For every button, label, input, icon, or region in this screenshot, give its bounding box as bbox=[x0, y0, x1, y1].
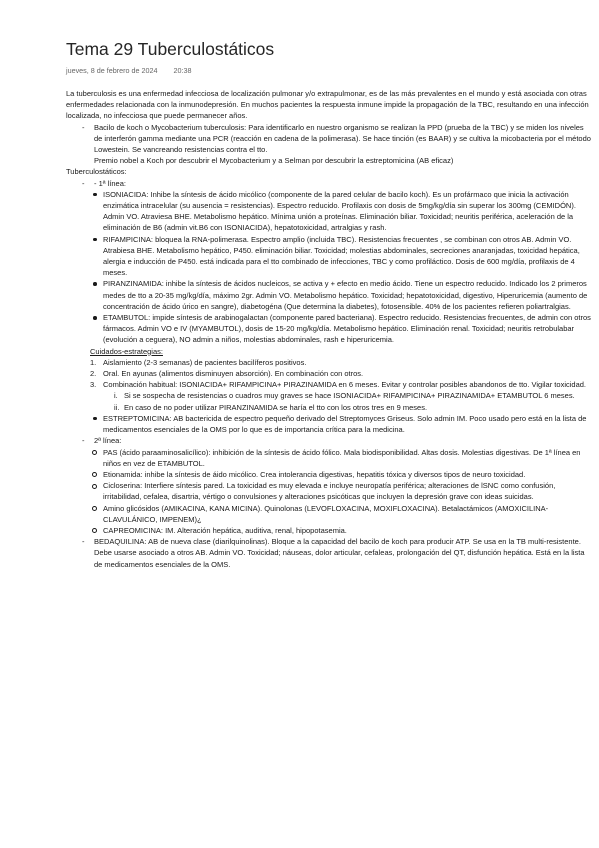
drug-rifampicina: RIFAMPICINA: bloquea la RNA-polimerasa. Espectro amplio (incluida TBC). Resistencias frecuentes , se combinan con otros AB. Admin VO. Atrabiesa BHE. Metabolismo hepático, P450. eliminación biliar. Toxicidad; molestias abdominales, secreciones anaranjadas, toxicidad hepática, alergia e inducción de P450. está indicada para el tto combinado de infecciones, TBC y como profiláctico. Dosis de 600 mg/día, profilaxis de 4 meses. bbox=[66, 234, 592, 279]
segunda-linea-list bbox=[66, 447, 592, 537]
roman-number: ii. bbox=[114, 402, 120, 412]
drug-etambutol: ETAMBUTOL: impide síntesis de arabinogalactan (componente pared bacteriana). Espectro reducido. Resistencias frecuentes, de admin con otros fármacos. Admin VO e IV (MYAMBUTOL), dosis de 15-20 mg/kg/día. Metabolismo hepático. Eliminación renal. Toxicidad; neuritis retrobulabar (evolución a ceguera), NO admin a niños, molestias abdominales, rash e hiperuricemia. bbox=[66, 312, 592, 346]
drug-isoniacida: ISONIACIDA: Inhibe la síntesis de ácido micólico (componente de la pared celular de bacilo koch). Es un profármaco que inicia la activación enzimática intracelular (su ausencia = resistencias). Espectro reducido. Profilaxis con dosis de 5mg/kg/día sin superar los 300mg (CEMIDÓN). Admin VO. Atraviesa BHE. Metabolismo hepático. Mínima unión a proteínas. Eliminación biliar. Toxicidad; neuritis periférica, aceleración de la eliminación de B6 (admin vit.B6 con ISONIACIDA), hepatotoxicidad, artralgias y rash. bbox=[66, 189, 592, 234]
page-title: Tema 29 Tuberculostáticos bbox=[66, 39, 275, 59]
cuidado-item bbox=[66, 379, 592, 390]
drug-etionamida: Etionamida: inhibe la síntesis de áido micólico. Crea intolerancia digestivas, hepatitis tóxica y diversos tipos de neuro toxicidad. bbox=[66, 469, 592, 480]
tuberculostaticos-heading: Tuberculostáticos: bbox=[66, 167, 127, 177]
cuidado-text: Combinación habitual: ISONIACIDA+ RIFAMPICINA+ PIRAZINAMIDA en 6 meses. Evitar y controlar posibles abandonos de tto. Vigilar toxicidad. bbox=[103, 380, 586, 390]
note-page bbox=[66, 38, 592, 570]
roman-text: Si se sospecha de resistencias o cuadros muy graves se hace ISONIACIDA+ RIFAMPICINA+ PIRAZINAMIDA+ ETAMBUTOL 6 meses. bbox=[124, 391, 575, 401]
primera-linea-list bbox=[66, 189, 592, 346]
bacilo-list bbox=[66, 122, 592, 167]
primera-linea-section bbox=[66, 178, 592, 189]
drug-capreomicina: CAPREOMICINA: IM. Alteración hepática, auditiva, renal, hipopotasemia. bbox=[66, 525, 592, 536]
estreptomicina-list bbox=[66, 413, 592, 435]
roman-item bbox=[66, 402, 592, 413]
drug-aminoglicosidos: Amino glicósidos (AMIKACINA, KANA MICINA). Quinolonas (LEVOFLOXACINA, MOXIFLOXACINA). Betalactámicos (AMOXICILINA-CLAVULÁNICO, IMPENEM)¿ bbox=[66, 503, 592, 525]
cuidado-text: Oral. En ayunas (alimentos disminuyen absorción). En combinación con otros. bbox=[103, 369, 364, 379]
roman-list bbox=[66, 390, 592, 412]
cuidados-list bbox=[66, 357, 592, 391]
roman-item bbox=[66, 390, 592, 401]
note-meta bbox=[66, 66, 592, 78]
bacilo-item bbox=[66, 122, 592, 167]
cuidado-number: 1. bbox=[90, 357, 97, 367]
drug-cicloserina: Cicloserina: Interfiere síntesis pared. La toxicidad es muy elevada e incluye neuropatía periférica; alteraciones de lSNC como confusión, irritabilidad, cefalea, disartria, vértigo o convulsiones y alteraciones psicóticas que incluyen la depresión grave con ideas suicidas. bbox=[66, 480, 592, 502]
bedaquilina-list bbox=[66, 536, 592, 570]
intro-paragraph: La tuberculosis es una enfermedad infecciosa de localización pulmonar y/o extrapulmonar, es de las más prevalentes en el mundo y está asociada con otras enfermedades relacionada con la inmunodepresión. En muchos pacientes la respuesta inmune impide la propagación de la TBC, resultando en una infección localizada, no infecciosa que puede permanecer años. bbox=[66, 89, 589, 121]
premio-text: Premio nobel a Koch por descubrir el Mycobacterium y a Selman por descubrir la estreptomicina (AB eficaz) bbox=[94, 156, 454, 166]
cuidado-text: Aislamiento (2-3 semanas) de pacientes bacilíferos positivos. bbox=[103, 357, 307, 367]
cuidados-heading: Cuidados-estrategias: bbox=[90, 346, 163, 356]
cuidado-item bbox=[66, 357, 592, 368]
roman-text: En caso de no poder utilizar PIRANZINAMIDA se haría el tto con los otros tres en 9 meses. bbox=[124, 402, 428, 412]
primera-linea-label: - 1ª línea: bbox=[94, 178, 126, 188]
note-content bbox=[66, 88, 592, 570]
bacilo-text: Bacilo de koch o Mycobacterium tuberculosis: Para identificarlo en nuestro organismo se realizan la PPD (prueba de la TBC) y se miden los niveles de interferón gamma mediante una PCR (reacción en cadena de la polimerasa). Se hace tinción (es BAAR) y se cultiva la micobacteria por el método Lowestein. Se vancreando resistencias contra el tto. bbox=[94, 122, 591, 155]
cuidado-number: 3. bbox=[90, 380, 97, 390]
drug-estreptomicina: ESTREPTOMICINA: AB bactericida de espectro pequeño derivado del Streptomyces Griseus. Solo admin IM. Poco usado pero está en la lista de medicamentos esenciales de la OMS por lo que es de importancia crítica para la medicina. bbox=[66, 413, 592, 435]
drug-bedaquilina: - BEDAQUILINA: AB de nueva clase (diarilquinolinas). Bloque a la capacidad del bacilo de koch para producir ATP. Se usa en la TB multi-resistente. Debe usarse asociado a otros AB. Admin VO. Toxicidad; náuseas, dolor articular, cefaleas, prolongación del QT, disfunción hepática. Está en la lista de medicamentos esenciales de la OMS. bbox=[66, 536, 592, 570]
cuidado-number: 2. bbox=[90, 369, 97, 379]
primera-linea-item bbox=[66, 178, 592, 189]
segunda-linea-label: 2ª línea: bbox=[94, 436, 122, 446]
note-time: 20:38 bbox=[173, 66, 192, 75]
roman-number: i. bbox=[114, 391, 118, 401]
drug-pas: PAS (ácido paraaminosalicílico): inhibición de la síntesis de ácido fólico. Mala biodisponibilidad. Altas dosis. Molestias digestivas. De 1ª línea en niños en vez de ETAMBUTOL. bbox=[66, 447, 592, 469]
segunda-linea-section bbox=[66, 435, 592, 446]
cuidado-item bbox=[66, 368, 592, 379]
drug-piranzinamida: PIRANZINAMIDA: inhibe la síntesis de ácidos nucleicos, se activa y + efecto en medio ácido. Tiene un espectro reducido. Indicado los 2 primeros medes de tto a 20-35 mg/kg/día, máximo 2gr. Admin VO. Metabolismo hepático. Toxicidad; hepatotoxicidad, digestivo, Hiperuricemia (aumento de concentración de ácido úrico en sangre), diabetogéna (Que determina la diabetes), fotosensible. 40% de los pacientes refieren poliartralgias. bbox=[66, 278, 592, 312]
note-date: jueves, 8 de febrero de 2024 bbox=[66, 66, 158, 75]
segunda-linea-item bbox=[66, 435, 592, 446]
